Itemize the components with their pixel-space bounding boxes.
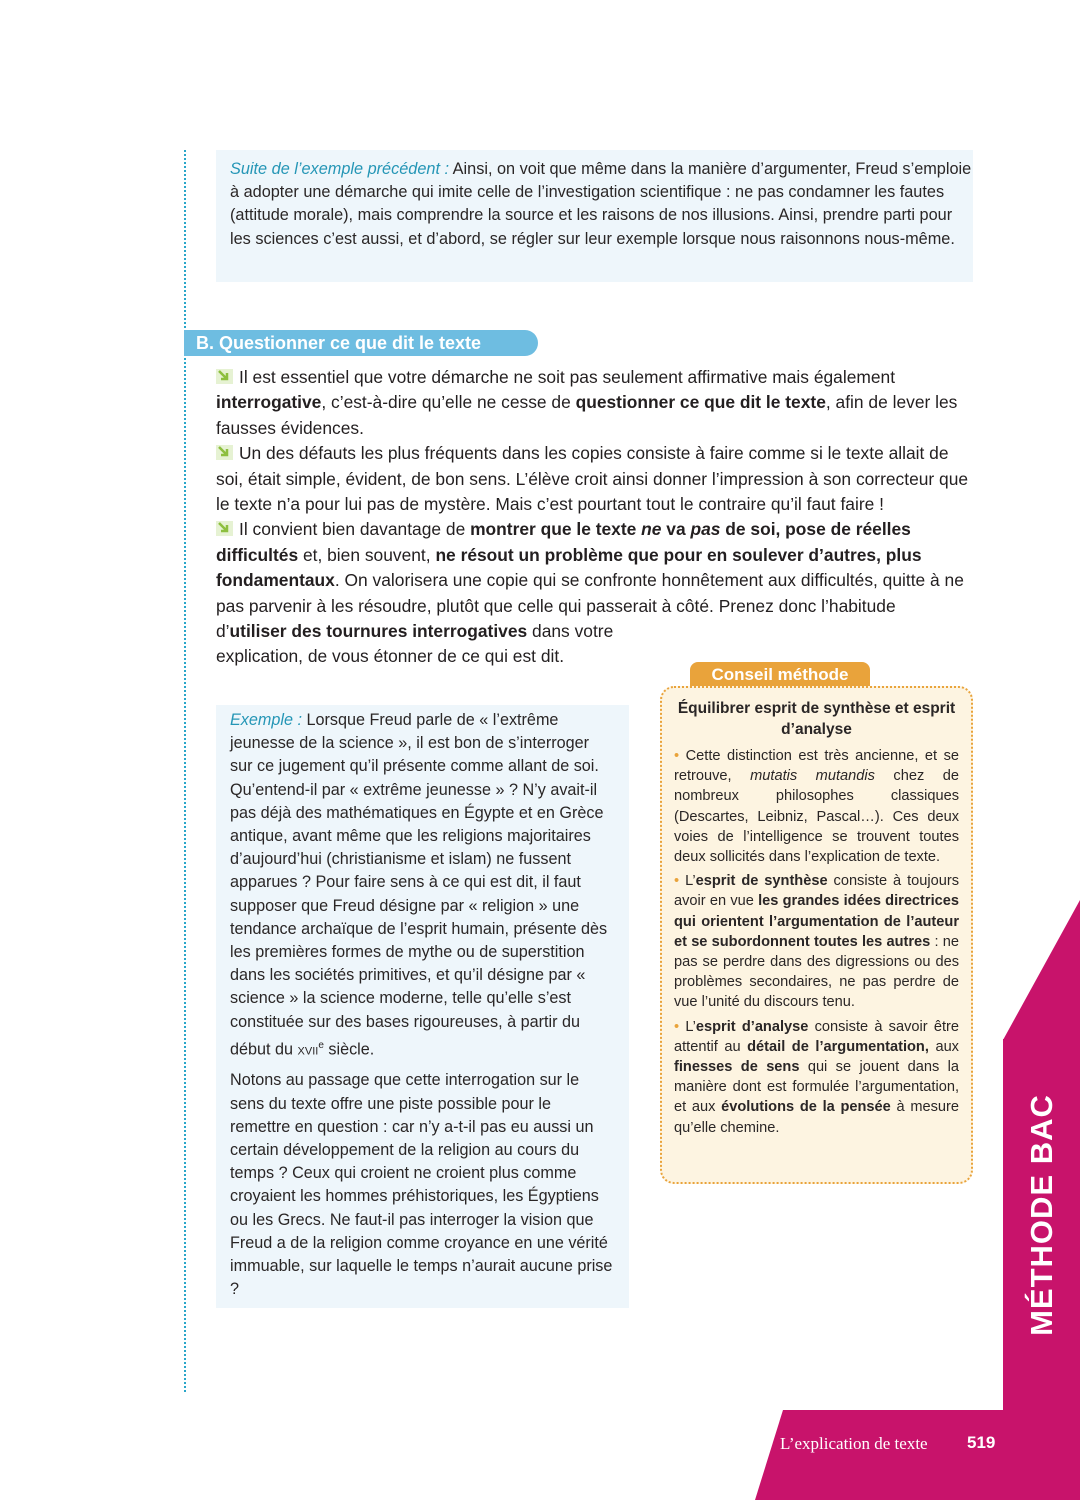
paragraph-3: Il convient bien davantage de montrer que le texte ne va pas de soi, pose de réelles difficultés et, bien souvent, ne résout un problème que pour en soulever d’autres, plus fondamentaux. On valorisera une copie qui se confronte honnêtement aux difficultés, quitte à ne pas parvenir à les résoudre, plutôt que celle qui passerait à côté. Prenez donc l’habitude — [216, 519, 964, 616]
conseil-methode-box — [660, 686, 973, 1184]
example-box — [216, 705, 629, 1308]
footer-band-shape — [755, 1410, 1080, 1500]
arrow-bullet-icon — [216, 369, 233, 384]
example-continuation-text: Ainsi, on voit que même dans la manière d’argumenter, Freud s’emploie à adopter une démarche qui imite celle de l’investigation scientifique : ne pas condamner les fautes (attitude morale), mais comprendre la source et les raisons de nos illusions. Ainsi, prendre parti pour les sciences c’est aussi, et d’abord, se régler sur leur exemple lorsque nous raisonnons nous-même. — [230, 160, 972, 248]
conseil-bullet-1: • Cette distinction est très ancienne, et se retrouve, mutatis mutandis chez de nombreux philosophes classiques (Descartes, Leibniz, Pascal…). Ces deux voies de l’intelligence se trouvent toutes deux sollicités dans l’explication de texte. — [674, 748, 960, 866]
section-body — [216, 365, 976, 670]
methode-bac-label: MÉTHODE BAC — [1023, 1094, 1059, 1336]
section-heading: B. Questionner ce que dit le texte — [184, 330, 538, 356]
paragraph-1: Il est essentiel que votre démarche ne soit pas seulement affirmative mais également interrogative, c’est-à-dire qu’elle ne cesse de questionner ce que dit le texte, afin de lever les fausses évidences. — [216, 367, 958, 438]
conseil-methode-tab: Conseil méthode — [690, 662, 870, 688]
arrow-bullet-icon — [216, 445, 233, 460]
paragraph-2: Un des défauts les plus fréquents dans les copies consiste à faire comme si le texte allait de soi, était simple, évident, de bon sens. L’élève croit ainsi donner l’impression à son correcteur que le texte n’a pour lui pas de mystère. Mais c’est pourtant tout le contraire qu’il faut faire ! — [216, 443, 969, 515]
page-number: 519 — [967, 1433, 996, 1452]
paragraph-4: d’utiliser des tournures interrogatives dans votre explication, de vous étonner de ce qui est dit. — [216, 621, 614, 667]
example-continuation-box — [216, 150, 973, 282]
footer-chapter-title: L’explication de texte — [780, 1434, 928, 1453]
example-paragraph-1: Exemple : Lorsque Freud parle de « l’extrême jeunesse de la science », il est bon de s’interroger sur ce jugement qu’il présente comme allant de soi. Qu’entend-il par « extrême jeunesse » ? N’y avait-il pas déjà des mathématiques en Égypte et en Grèce antique, avant même que les religions majoritaires d’aujourd’hui (christianisme et islam) ne fussent apparues ? Pour faire sens à ce qui est dit, il faut supposer que Freud désigne par « religion » une tendance archaïque de l’esprit humain, présente dès les premières formes de mythe ou de superstition dans les sociétés primitives, et qu’il désigne par « science » la science moderne, telle qu’elle s’est constituée sur des bases rigoureuses, à partir du début du xvii$^e$ siècle. — [230, 711, 608, 1059]
example-continuation-label: Suite de l’exemple précédent : — [230, 160, 450, 178]
conseil-bullet-3: • L’esprit d’analyse consiste à savoir être attentif au détail de l’argumentation, aux finesses de sens qui se jouent dans la manière dont est formulée l’argumentation, et aux évolutions de la pensée à mesure qu’elle chemine. — [674, 1018, 959, 1136]
example-paragraph-2: Notons au passage que cette interrogation sur le sens du texte offre une piste possible pour le remettre en question : car n’y a-t-il pas eu aussi un certain développement de la religion au cours du temps ? Ceux qui croient ne croient plus comme croyaient les hommes préhistoriques, les Égyptiens ou les Grecs. Ne faut-il pas interroger la vision que Freud a de la religion comme croyance en une vérité immuable, sur laquelle le temps n’aurait aucune prise ? — [230, 1071, 613, 1299]
conseil-bullet-2: • L’esprit de synthèse consiste à toujours avoir en vue les grandes idées directrices qui orientent l’argumentation de l’auteur et se subordonnent toutes les autres : ne pas se perdre dans des digressions ou des problèmes secondaires, ne pas perdre de vue l’unité du discours tenu. — [674, 873, 959, 1011]
conseil-title: Équilibrer esprit de synthèse et esprit d’analyse — [677, 700, 956, 738]
magenta-corner-shape — [1003, 900, 1080, 1040]
arrow-bullet-icon — [216, 521, 233, 536]
